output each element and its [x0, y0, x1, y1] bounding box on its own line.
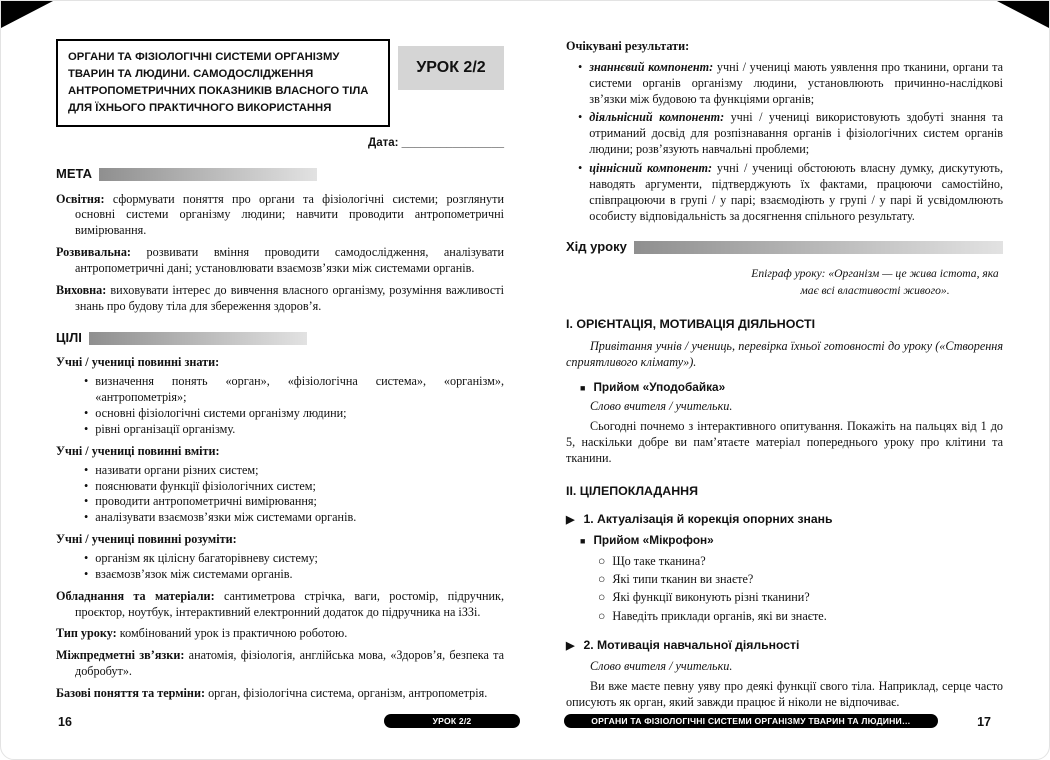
date-line: Дата: ________________ [368, 136, 504, 149]
square-bullet-icon: ■ [580, 382, 586, 393]
list-item-text: взаємозв’язок між системами органів. [95, 566, 293, 581]
paragraph-text: анатомія, фізіологія, англійська мова, «Здоров’я, безпека та добробут». [75, 648, 505, 679]
paragraph-lead: Розвивальна: [56, 245, 131, 260]
method-line [566, 380, 1003, 395]
corner-marker-left-icon [1, 1, 53, 28]
result-item-lead: ціннісний компонент: [589, 161, 713, 176]
result-item-text [589, 110, 1003, 158]
body-paragraph: Сьогодні почнемо з інтерактивного опитування. Покажіть на пальцях від 1 до 5, наскільки добре ви пам’ятаєте матеріал попереднього уроку про клітини та тканини. [566, 418, 1003, 465]
list-item [56, 567, 504, 583]
method-label: Прийом «Уподобайка» [593, 379, 726, 394]
result-item-body: учні / учениці використовують здобуті знання та отриманий досвід для розпізнавання органів і фізіологічних систем органів людини; розв’язують навчальні проблеми; [589, 110, 1004, 157]
method-label: Прийом «Мікрофон» [593, 532, 714, 547]
list-item [56, 551, 504, 567]
dot-bullet-icon: • [84, 550, 89, 565]
list-item [56, 479, 504, 495]
info-paragraph [56, 626, 504, 642]
info-paragraph [56, 589, 504, 621]
question-item [566, 552, 1003, 570]
circle-bullet-icon: ○ [598, 572, 606, 587]
list-item-text: визначення понять «орган», «фізіологічна система», «організм», «антропометрія»; [95, 374, 504, 405]
lesson-number-badge: УРОК 2/2 [398, 46, 504, 90]
paragraph-text: виховувати інтерес до вивчення власного організму, розуміння важливості знань про будову тіла для збереження здоров’я. [75, 282, 504, 313]
epigraph: Епіграф уроку: «Організм — це жива істота, яка має всі властивості живого». [751, 267, 999, 298]
question-item [566, 588, 1003, 606]
footer-bar-left: УРОК 2/2 [384, 714, 520, 728]
list-item-text: основні фізіологічні системи організму людини; [95, 406, 347, 421]
section-header-bar [634, 241, 1003, 254]
result-item-text [589, 161, 1003, 224]
page-number-right: 17 [977, 715, 991, 729]
info-paragraph [56, 686, 504, 702]
result-item [566, 110, 1003, 158]
paragraph-lead: Тип уроку: [56, 626, 117, 641]
result-item-body: учні / учениці обстоюють власну думку, дискутують, наводять аргументи, підтверджують їх фактами, працюючи самостійно, співпрацюючи в групі / у парі; взаємодіють у групі / у парі й усвідомлюють особисту відповідальність за досягнення спільного результату. [589, 161, 1003, 223]
paragraph-text: розвивати вміння проводити самодослідження, аналізувати антропометричні дані; установлювати взаємозв’язки між системами органів. [75, 245, 505, 276]
circle-bullet-icon: ○ [598, 590, 606, 605]
meta-paragraph [56, 283, 504, 315]
list-item [56, 494, 504, 510]
list-item [56, 374, 504, 406]
method-line [566, 533, 1003, 548]
goal-group-title: Учні / учениці повинні знати: [56, 355, 220, 370]
result-item-text [589, 60, 1003, 108]
result-item [566, 60, 1003, 108]
paragraph-lead: Міжпредметні зв’язки: [56, 648, 185, 663]
paragraph-lead: Освітня: [56, 191, 105, 206]
section-header-goals [56, 330, 504, 347]
dot-bullet-icon: • [84, 462, 89, 477]
teacher-words: Слово вчителя / учительки. [590, 399, 733, 414]
result-item-lead: знаннєвий компонент: [589, 59, 714, 74]
section-header-course [566, 239, 1003, 256]
question-text: Що таке тканина? [612, 553, 706, 568]
paragraph-text: орган, фізіологічна система, організм, антропометрія. [208, 685, 488, 700]
list-item-text: пояснювати функції фізіологічних систем; [95, 478, 316, 493]
left-page [56, 39, 504, 708]
section-1-intro: Привітання учнів / учениць, перевірка їхньої готовності до уроку («Створення сприятливого клімату»). [566, 339, 1003, 369]
dot-bullet-icon: • [84, 510, 89, 525]
lesson-title-row [56, 39, 504, 127]
circle-bullet-icon: ○ [598, 553, 606, 568]
footer-bar-right: ОРГАНИ ТА ФІЗІОЛОГІЧНІ СИСТЕМИ ОРГАНІЗМУ ТВАРИН ТА ЛЮДИНИ… [564, 714, 938, 728]
section-header-goals-label: ЦІЛІ [56, 329, 82, 345]
result-item-body: учні / учениці мають уявлення про тканини, органи та системи органів організму людини, установлюють причинно-наслідкові зв’язки між будовою та функціями органів; [589, 59, 1003, 106]
circle-bullet-icon: ○ [598, 608, 606, 623]
list-item-text: аналізувати взаємозв’язки між системами органів. [95, 510, 357, 525]
question-text: Наведіть приклади органів, які ви знаєте. [612, 608, 827, 623]
list-item [56, 463, 504, 479]
page-number-left: 16 [58, 715, 72, 729]
body-paragraph: Ви вже маєте певну уяву про деякі функції свого тіла. Наприклад, серце часто описують як орган, який завжди працює й ніколи не відпочиває. [566, 678, 1003, 709]
question-text: Які функції виконують різні тканини? [612, 590, 810, 605]
square-bullet-icon: ■ [580, 535, 586, 546]
paragraph-lead: Виховна: [56, 282, 107, 297]
list-item-text: організм як цілісну багаторівневу систему; [95, 550, 318, 565]
list-item [56, 406, 504, 422]
teacher-words: Слово вчителя / учительки. [590, 658, 733, 673]
goal-group-title: Учні / учениці повинні розуміти: [56, 532, 237, 547]
dot-bullet-icon: • [84, 478, 89, 493]
dot-bullet-icon: • [578, 59, 583, 74]
question-text: Які типи тканин ви знаєте? [612, 572, 754, 587]
lesson-title-box: ОРГАНИ ТА ФІЗІОЛОГІЧНІ СИСТЕМИ ОРГАНІЗМУ ТВАРИН ТА ЛЮДИНИ. САМОДОСЛІДЖЕННЯ АНТРОПОМЕТРИЧНИХ ПОКАЗНИКІВ ВЛАСНОГО ТІЛА ДЛЯ ЇХНЬОГО ПРАКТИЧНОГО ВИКОРИСТАННЯ [56, 39, 390, 127]
list-item-text: називати органи різних систем; [95, 462, 259, 477]
dot-bullet-icon: • [84, 406, 89, 421]
step-line [566, 638, 1003, 654]
result-item-lead: діяльнісний компонент: [589, 110, 725, 125]
question-item [566, 607, 1003, 625]
step-line [566, 512, 1003, 528]
meta-paragraph [56, 245, 504, 277]
dot-bullet-icon: • [578, 110, 583, 125]
corner-marker-right-icon [997, 1, 1049, 28]
list-item [56, 510, 504, 526]
result-item [566, 161, 1003, 224]
arrow-bullet-icon: ▶ [566, 640, 575, 653]
dot-bullet-icon: • [84, 374, 89, 389]
step-label: 2. Мотивація навчальної діяльності [583, 638, 800, 653]
arrow-bullet-icon: ▶ [566, 513, 575, 526]
section-2-title: ІІ. ЦІЛЕПОКЛАДАННЯ [566, 483, 699, 498]
section-header-bar [89, 332, 307, 345]
section-1-title: І. ОРІЄНТАЦІЯ, МОТИВАЦІЯ ДІЯЛЬНОСТІ [566, 316, 816, 331]
expected-results-header: Очікувані результати: [566, 39, 690, 53]
meta-paragraph [56, 192, 504, 240]
section-header-meta-label: МЕТА [56, 165, 93, 181]
section-header-meta [56, 166, 504, 183]
question-item [566, 570, 1003, 588]
section-header-course-label: Хід уроку [566, 239, 627, 255]
info-paragraph [56, 648, 504, 680]
list-item-text: проводити антропометричні вимірювання; [95, 494, 317, 509]
goal-group-title: Учні / учениці повинні вміти: [56, 443, 220, 458]
paragraph-text: сантиметрова стрічка, ваги, ростомір, підручник, проєктор, ноутбук, інтерактивний електронний додаток до підручника на іЗЗі. [75, 588, 505, 619]
dot-bullet-icon: • [84, 566, 89, 581]
section-header-bar [99, 168, 317, 181]
dot-bullet-icon: • [84, 421, 89, 436]
paragraph-lead: Обладнання та матеріали: [56, 588, 215, 603]
step-label: 1. Актуалізація й корекція опорних знань [583, 511, 833, 526]
list-item [56, 422, 504, 438]
list-item-text: рівні організації організму. [95, 421, 236, 436]
dot-bullet-icon: • [84, 494, 89, 509]
paragraph-lead: Базові поняття та терміни: [56, 685, 206, 700]
paragraph-text: комбінований урок із практичною роботою. [119, 626, 348, 641]
dot-bullet-icon: • [578, 161, 583, 176]
right-page [566, 39, 1003, 715]
paragraph-text: сформувати поняття про органи та фізіологічні системи; розглянути основні системи організму людини; навчити проводити антропометричні вимірювання. [75, 191, 504, 238]
